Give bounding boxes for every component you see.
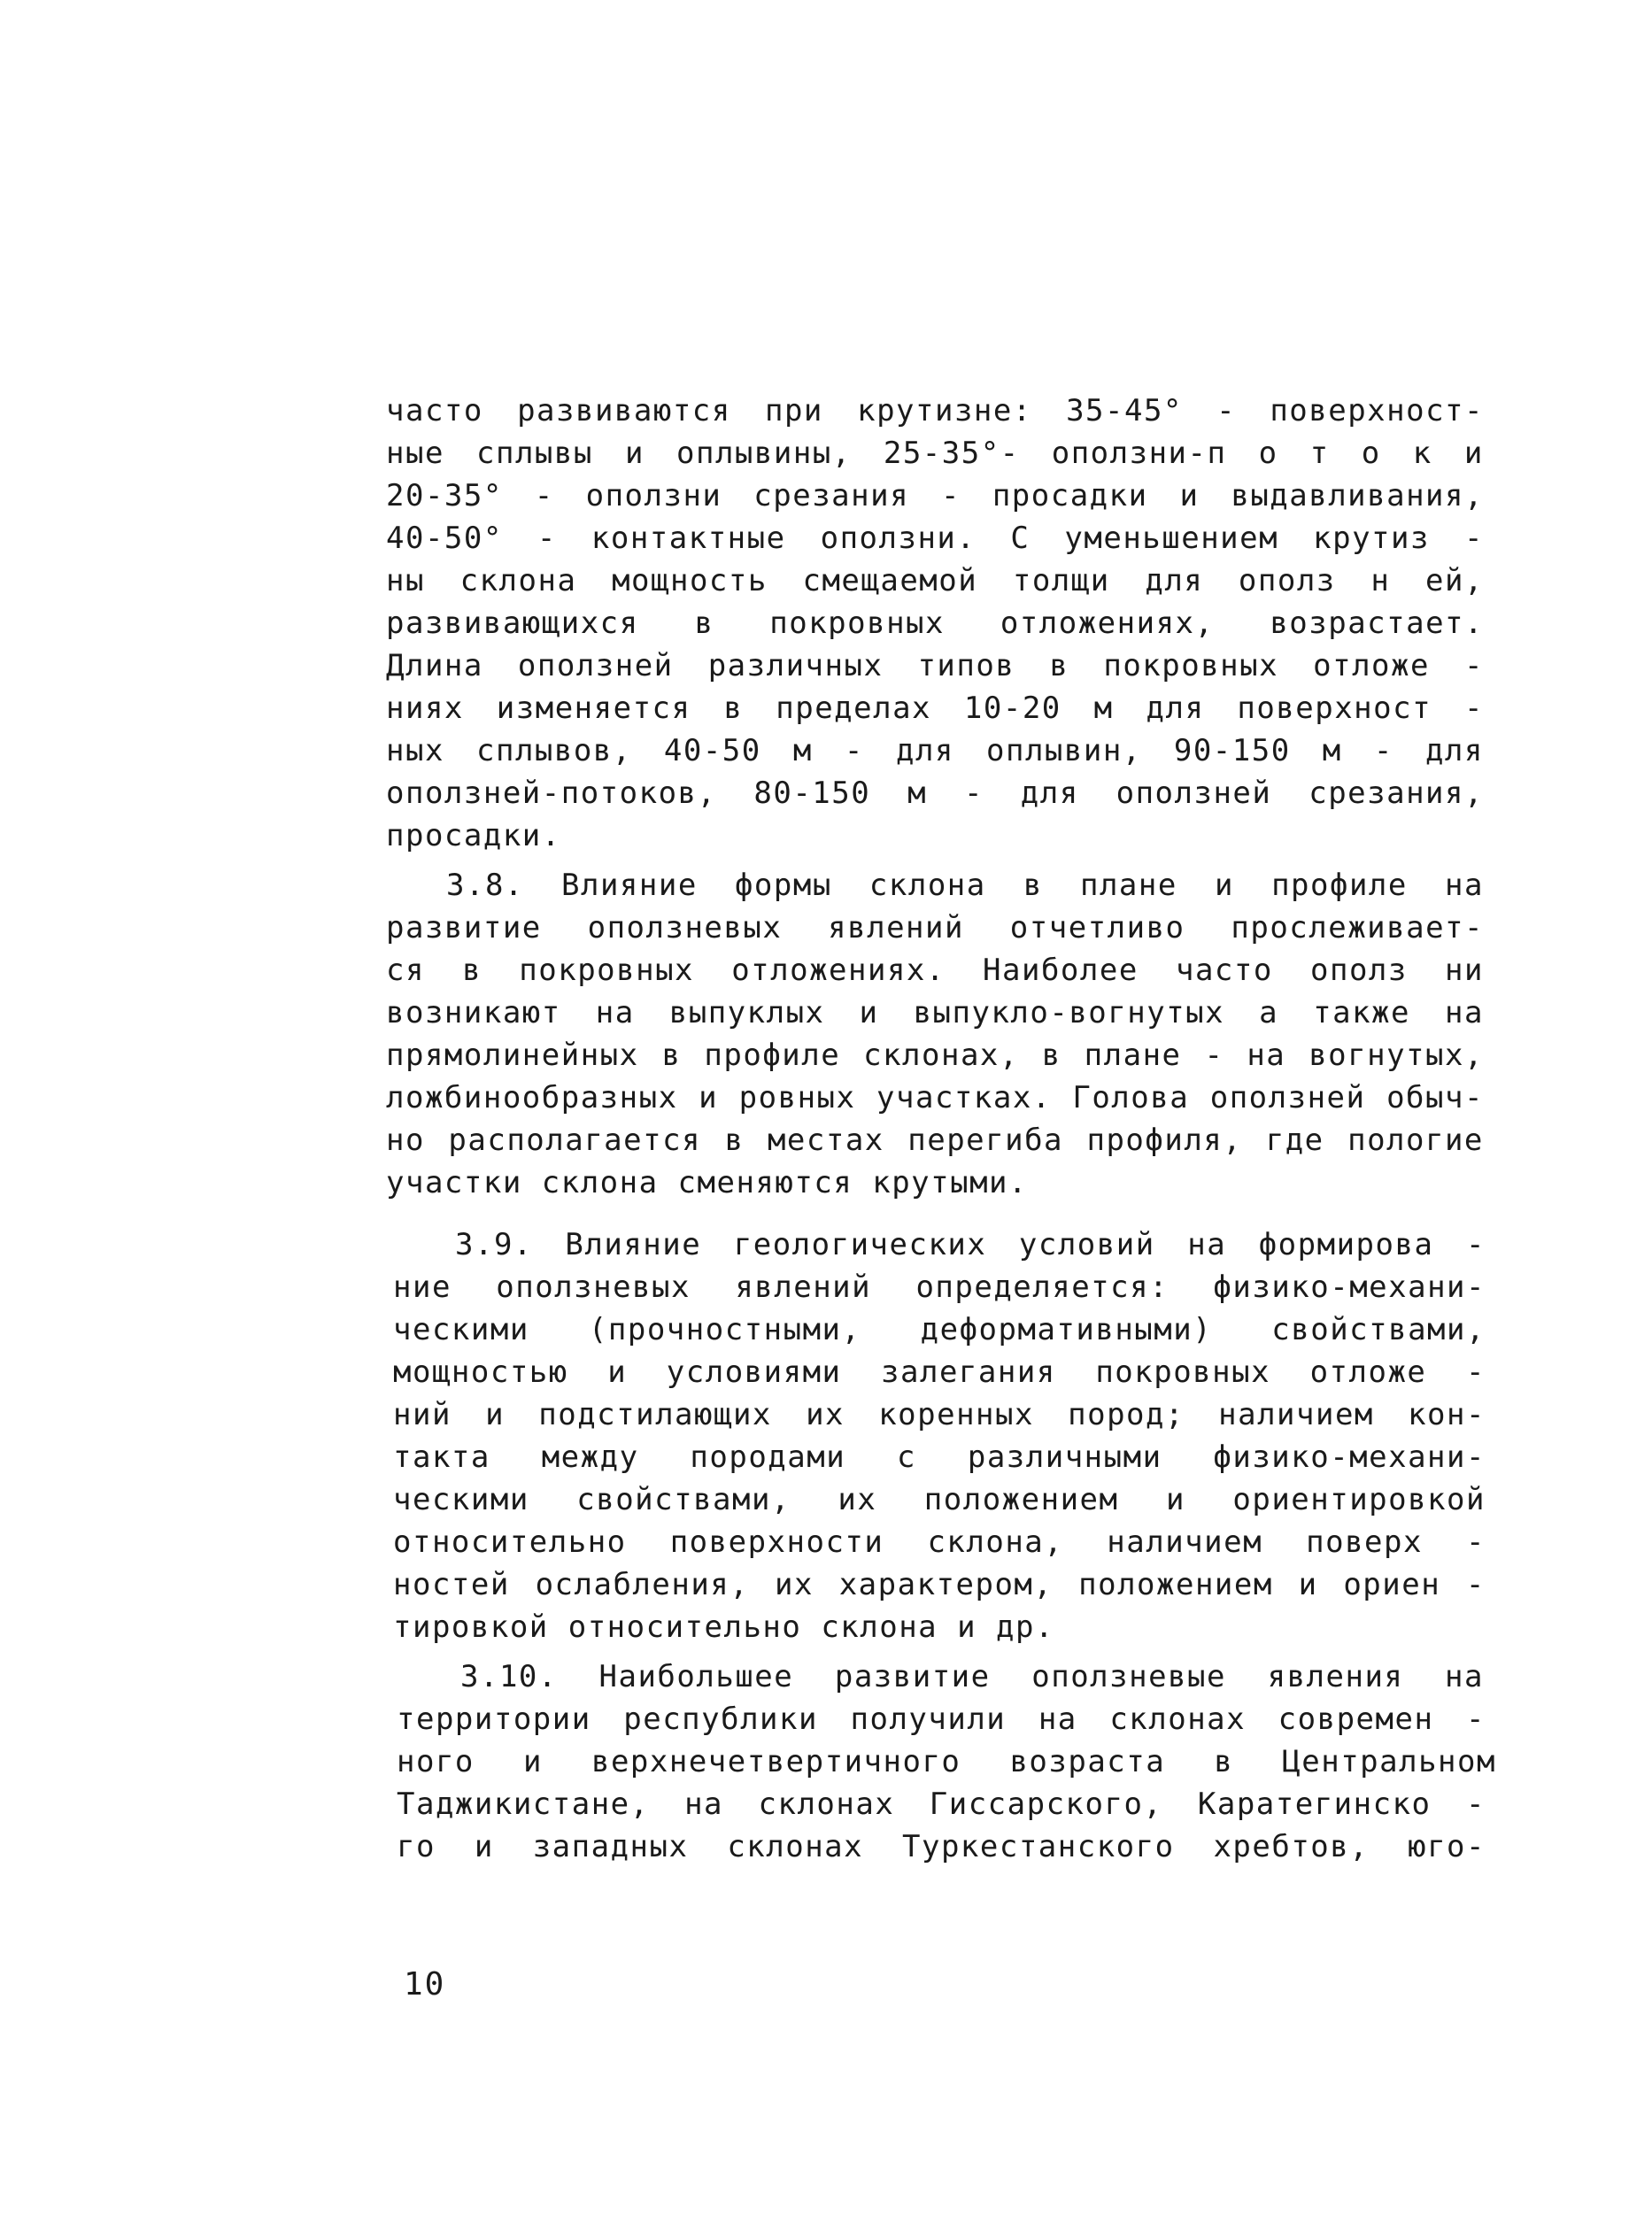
text-line: 20-35° - оползни срезания - просадки и выдавливания, [386,478,1484,513]
text-line: Длина оползней различных типов в покровных отложе - [386,648,1484,683]
text-line: ного и верхнечетвертичного возраста в Центральном [397,1744,1496,1779]
text-line: участки склона сменяются крутыми. [386,1165,1029,1200]
text-line: ны склона мощность смещаемой толщи для ополз н ей, [386,563,1484,598]
text-line: территории республики получили на склонах современ - [397,1702,1486,1737]
text-line: 40-50° - контактные оползни. С уменьшением крутиз - [386,521,1484,556]
text-line: развитие оползневых явлений отчетливо прослеживает- [386,910,1484,945]
text-line: ложбинообразных и ровных участках. Голова оползней обыч- [386,1080,1484,1115]
text-line: такта между породами с различными физико-механи- [393,1439,1486,1475]
text-line: но располагается в местах перегиба профиля, где пологие [386,1123,1484,1158]
text-line: прямолинейных в профиле склонах, в плане - на вогнутых, [386,1038,1484,1073]
text-line: ниях изменяется в пределах 10-20 м для поверхност - [386,691,1484,726]
text-line: оползней-потоков, 80-150 м - для оползней срезания, [386,776,1484,811]
paragraph-start: 3.9. Влияние геологических условий на формирова - [455,1227,1486,1262]
text-line: относительно поверхности склона, наличием поверх - [393,1524,1486,1560]
text-line: ние оползневых явлений определяется: физико-механи- [393,1269,1486,1305]
text-line: тировкой относительно склона и др. [393,1609,1054,1645]
text-line: го и западных склонах Туркестанского хребтов, юго- [397,1829,1486,1864]
text-line: ных сплывов, 40-50 м - для оплывин, 90-150 м - для [386,733,1484,768]
page-number: 10 [404,1966,446,2003]
text-line: просадки. [386,818,561,853]
text-line: мощностью и условиями залегания покровных отложе - [393,1354,1486,1390]
text-line: ные сплывы и оплывины, 25-35°- оползни-п о т о к и [386,436,1484,471]
text-line: ческими свойствами, их положением и ориентировкой [393,1482,1486,1517]
text-line: ний и подстилающих их коренных пород; наличием кон- [393,1397,1486,1432]
paragraph-start: 3.8. Влияние формы склона в плане и профиле на [446,868,1484,903]
paragraph-start: 3.10. Наибольшее развитие оползневые явления на [460,1659,1484,1694]
text-line: возникают на выпуклых и выпукло-вогнутых а также на [386,995,1484,1030]
text-line: ся в покровных отложениях. Наиболее часто ополз ни [386,953,1484,988]
text-line: Таджикистане, на склонах Гиссарского, Каратегинско - [397,1787,1486,1822]
text-line: часто развиваются при крутизне: 35-45° - поверхност- [386,393,1484,428]
text-line: развивающихся в покровных отложениях, возрастает. [386,606,1484,641]
text-line: ностей ослабления, их характером, положением и ориен - [393,1567,1486,1602]
text-line: ческими (прочностными, деформативными) свойствами, [393,1312,1486,1347]
